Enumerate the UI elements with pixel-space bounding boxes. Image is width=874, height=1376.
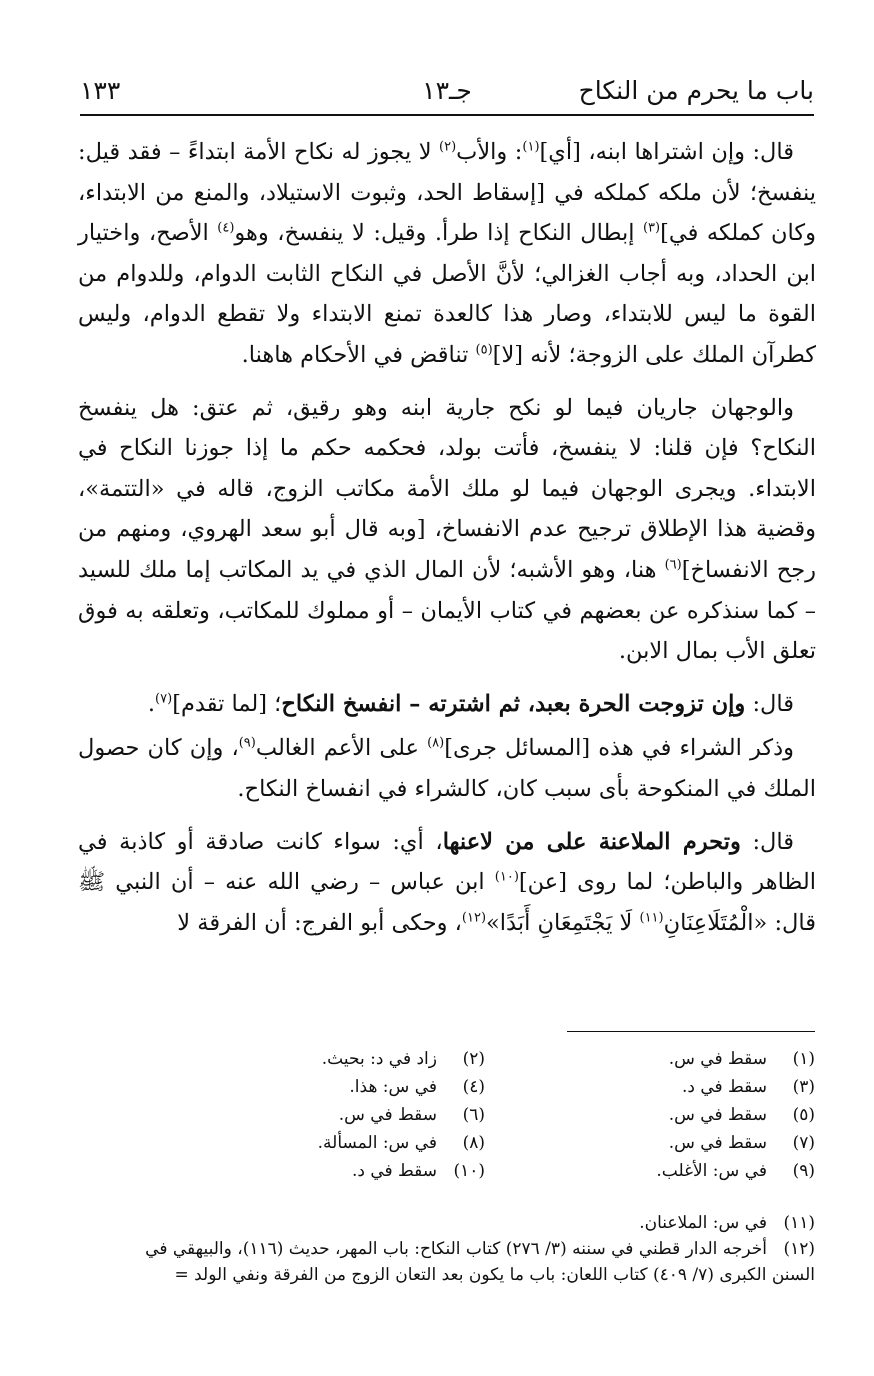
page-number: ١٣٣: [80, 76, 121, 105]
footnote-text: سقط في س.: [668, 1049, 767, 1069]
footnote-text: في س: الأغلب.: [656, 1161, 767, 1181]
footnote-marker: (١٠): [494, 869, 519, 885]
text-segment: قال: وإن اشتراها ابنه، [أي]: [539, 139, 794, 165]
chapter-title: باب ما يحرم من النكاح: [578, 76, 814, 105]
footnote: [485, 1101, 815, 1129]
footnote-number: (١٠): [453, 1161, 485, 1181]
volume-label: جـ١٣: [422, 76, 472, 105]
footnote-row: [200, 1129, 815, 1157]
footnote-number: (٧): [792, 1133, 815, 1153]
text-segment: وتحرم الملاعنة على من لاعنها: [442, 828, 741, 855]
paragraph: [78, 684, 816, 725]
text-segment: وإن تزوجت الحرة بعبد، ثم اشترته – انفسخ النكاح: [281, 690, 746, 717]
main-text: [78, 132, 816, 955]
footnote: [200, 1073, 485, 1101]
text-segment: لا يجوز له نكاح الأمة ابتداءً – فقد قيل: ينفسخ؛ لأن ملكه كملكه في [إسقاط الحد، وثبوت الاستيلاد، والمنع من الابتداء، وكان كملكه في]: [78, 139, 816, 247]
footnote-text: سقط في س.: [668, 1133, 767, 1153]
text-segment: تناقض في الأحكام هاهنا.: [241, 341, 476, 368]
footnote: [200, 1157, 485, 1185]
text-segment: على الأعم الغالب: [255, 735, 428, 762]
footnote-rule: [567, 1031, 815, 1032]
footnote-row: [200, 1101, 815, 1129]
footnote-marker: (٢): [439, 139, 457, 155]
footnote-marker: (٥): [475, 342, 493, 358]
footnote-number: (٣): [792, 1077, 815, 1097]
text-segment: لَا يَجْتَمِعَانِ أَبَدًا»: [486, 909, 640, 936]
footnote-marker: (٤): [217, 220, 235, 236]
text-segment: والوجهان جاريان فيما لو نكح جارية ابنه وهو رقيق، ثم عتق: هل ينفسخ النكاح؟ فإن قلنا: لا ينفسخ، فأتت بولد، فحكمه حكم ما إذا جوزنا النكاح في الابتداء. ويجرى الوجهان فيما لو ملك الأمة مكاتب الزوج، قاله في «التتمة»، وقضية هذا الإطلاق ترجيح عدم الانفساخ، [وبه قال أبو سعد الهروي، ومنهم من رجح الانفساخ]: [78, 394, 816, 583]
header-rule: [80, 114, 814, 116]
footnote-marker: (٨): [427, 735, 445, 751]
text-segment: قال:: [745, 690, 794, 717]
footnote: [485, 1045, 815, 1073]
footnotes-grid: [200, 1045, 815, 1185]
text-segment: إبطال النكاح إذا طرأ. وقيل: لا ينفسخ، وهو: [234, 220, 643, 247]
footnote-number: (٢): [462, 1049, 485, 1069]
text-segment: ابن عباس – رضي الله عنه – أن النبي ﷺ قال: «الْمُتَلَاعِنَانِ: [78, 869, 816, 936]
footnote-marker: (٧): [155, 691, 173, 707]
running-header: [80, 68, 814, 112]
footnote-marker: (٣): [642, 220, 661, 236]
footnote-row: [200, 1157, 815, 1185]
footnote-text: سقط في د.: [351, 1161, 437, 1181]
paragraph: [78, 822, 816, 944]
footnote-text: زاد في د: بحيث.: [321, 1049, 437, 1069]
paragraph: [78, 388, 816, 672]
footnote-number: (٥): [792, 1105, 815, 1125]
footnote-number: (٤): [462, 1077, 485, 1097]
footnote-text: في س: المسألة.: [317, 1133, 437, 1153]
footnote-marker: (٩): [238, 735, 256, 751]
footnote-marker: (٦): [664, 557, 682, 573]
text-segment: هنا، وهو الأشبه؛ لأن المال الذي في يد المكاتب إما ملك للسيد – كما سنذكره عن بعضهم في كتاب الأيمان – أو مملوك للمكاتب، وتعلقه به فوق تعلق الأب بمال الابن.: [78, 556, 816, 665]
footnotes-long: [60, 1210, 815, 1288]
footnote-text: سقط في س.: [668, 1105, 767, 1125]
footnote-number: (١): [792, 1049, 815, 1069]
footnote-12-line2: السنن الكبرى (٧/ ٤٠٩) كتاب اللعان: باب ما يكون بعد التعان الزوج من الفرقة ونفي الولد =: [174, 1265, 815, 1285]
footnote-number: (٩): [792, 1161, 815, 1181]
footnote: [485, 1157, 815, 1185]
footnote-text: سقط في د.: [681, 1077, 767, 1097]
footnote-marker: (١٢): [461, 910, 487, 926]
paragraph: [78, 132, 816, 376]
footnote-11: (١١)في س: الملاعنان.: [639, 1213, 815, 1233]
footnote: [485, 1129, 815, 1157]
text-segment: وذكر الشراء في هذه [المسائل جرى]: [444, 735, 794, 762]
footnote-12-line1: (١٢)أخرجه الدار قطني في سننه (٣/ ٢٧٦) كتاب النكاح: باب المهر، حديث (١١٦)، والبيهقي في: [145, 1239, 815, 1259]
footnote: [200, 1101, 485, 1129]
footnote-row: [200, 1045, 815, 1073]
text-segment: الأصح، واختيار ابن الحداد، وبه أجاب الغزالي؛ لأنَّ الأصل في النكاح الثابت الدوام، وللدوام من القوة ما ليس للابتداء، وصار هذا كالعدة تمنع الابتداء ولا تقطع الدوام، وليس كطرآن الملك على الزوجة؛ لأنه [لا]: [78, 220, 816, 368]
footnote: [200, 1045, 485, 1073]
footnote-number: (٨): [462, 1133, 485, 1153]
footnote-marker: (١١): [639, 910, 664, 926]
text-segment: ، وإن كان حصول الملك في المنكوحة بأى سبب كان، كالشراء في انفساخ النكاح.: [78, 735, 816, 802]
footnote-row: [200, 1073, 815, 1101]
footnote-number: (٦): [462, 1105, 485, 1125]
text-segment: ، أي: سواء كانت صادقة أو كاذبة في الظاهر والباطن؛ لما روى [عن]: [78, 828, 816, 896]
text-segment: ؛ [لما تقدم]: [172, 690, 282, 717]
text-segment: ، وحكى أبو الفرج: أن الفرقة لا: [177, 909, 462, 936]
footnote-marker: (١): [522, 139, 540, 155]
footnote: [485, 1073, 815, 1101]
text-segment: .: [147, 690, 156, 717]
paragraph: [78, 728, 816, 809]
text-segment: : والأب: [456, 139, 523, 165]
footnote: [200, 1129, 485, 1157]
footnote-text: سقط في س.: [338, 1105, 437, 1125]
text-segment: قال:: [740, 828, 794, 855]
footnote-text: في س: هذا.: [349, 1077, 437, 1097]
